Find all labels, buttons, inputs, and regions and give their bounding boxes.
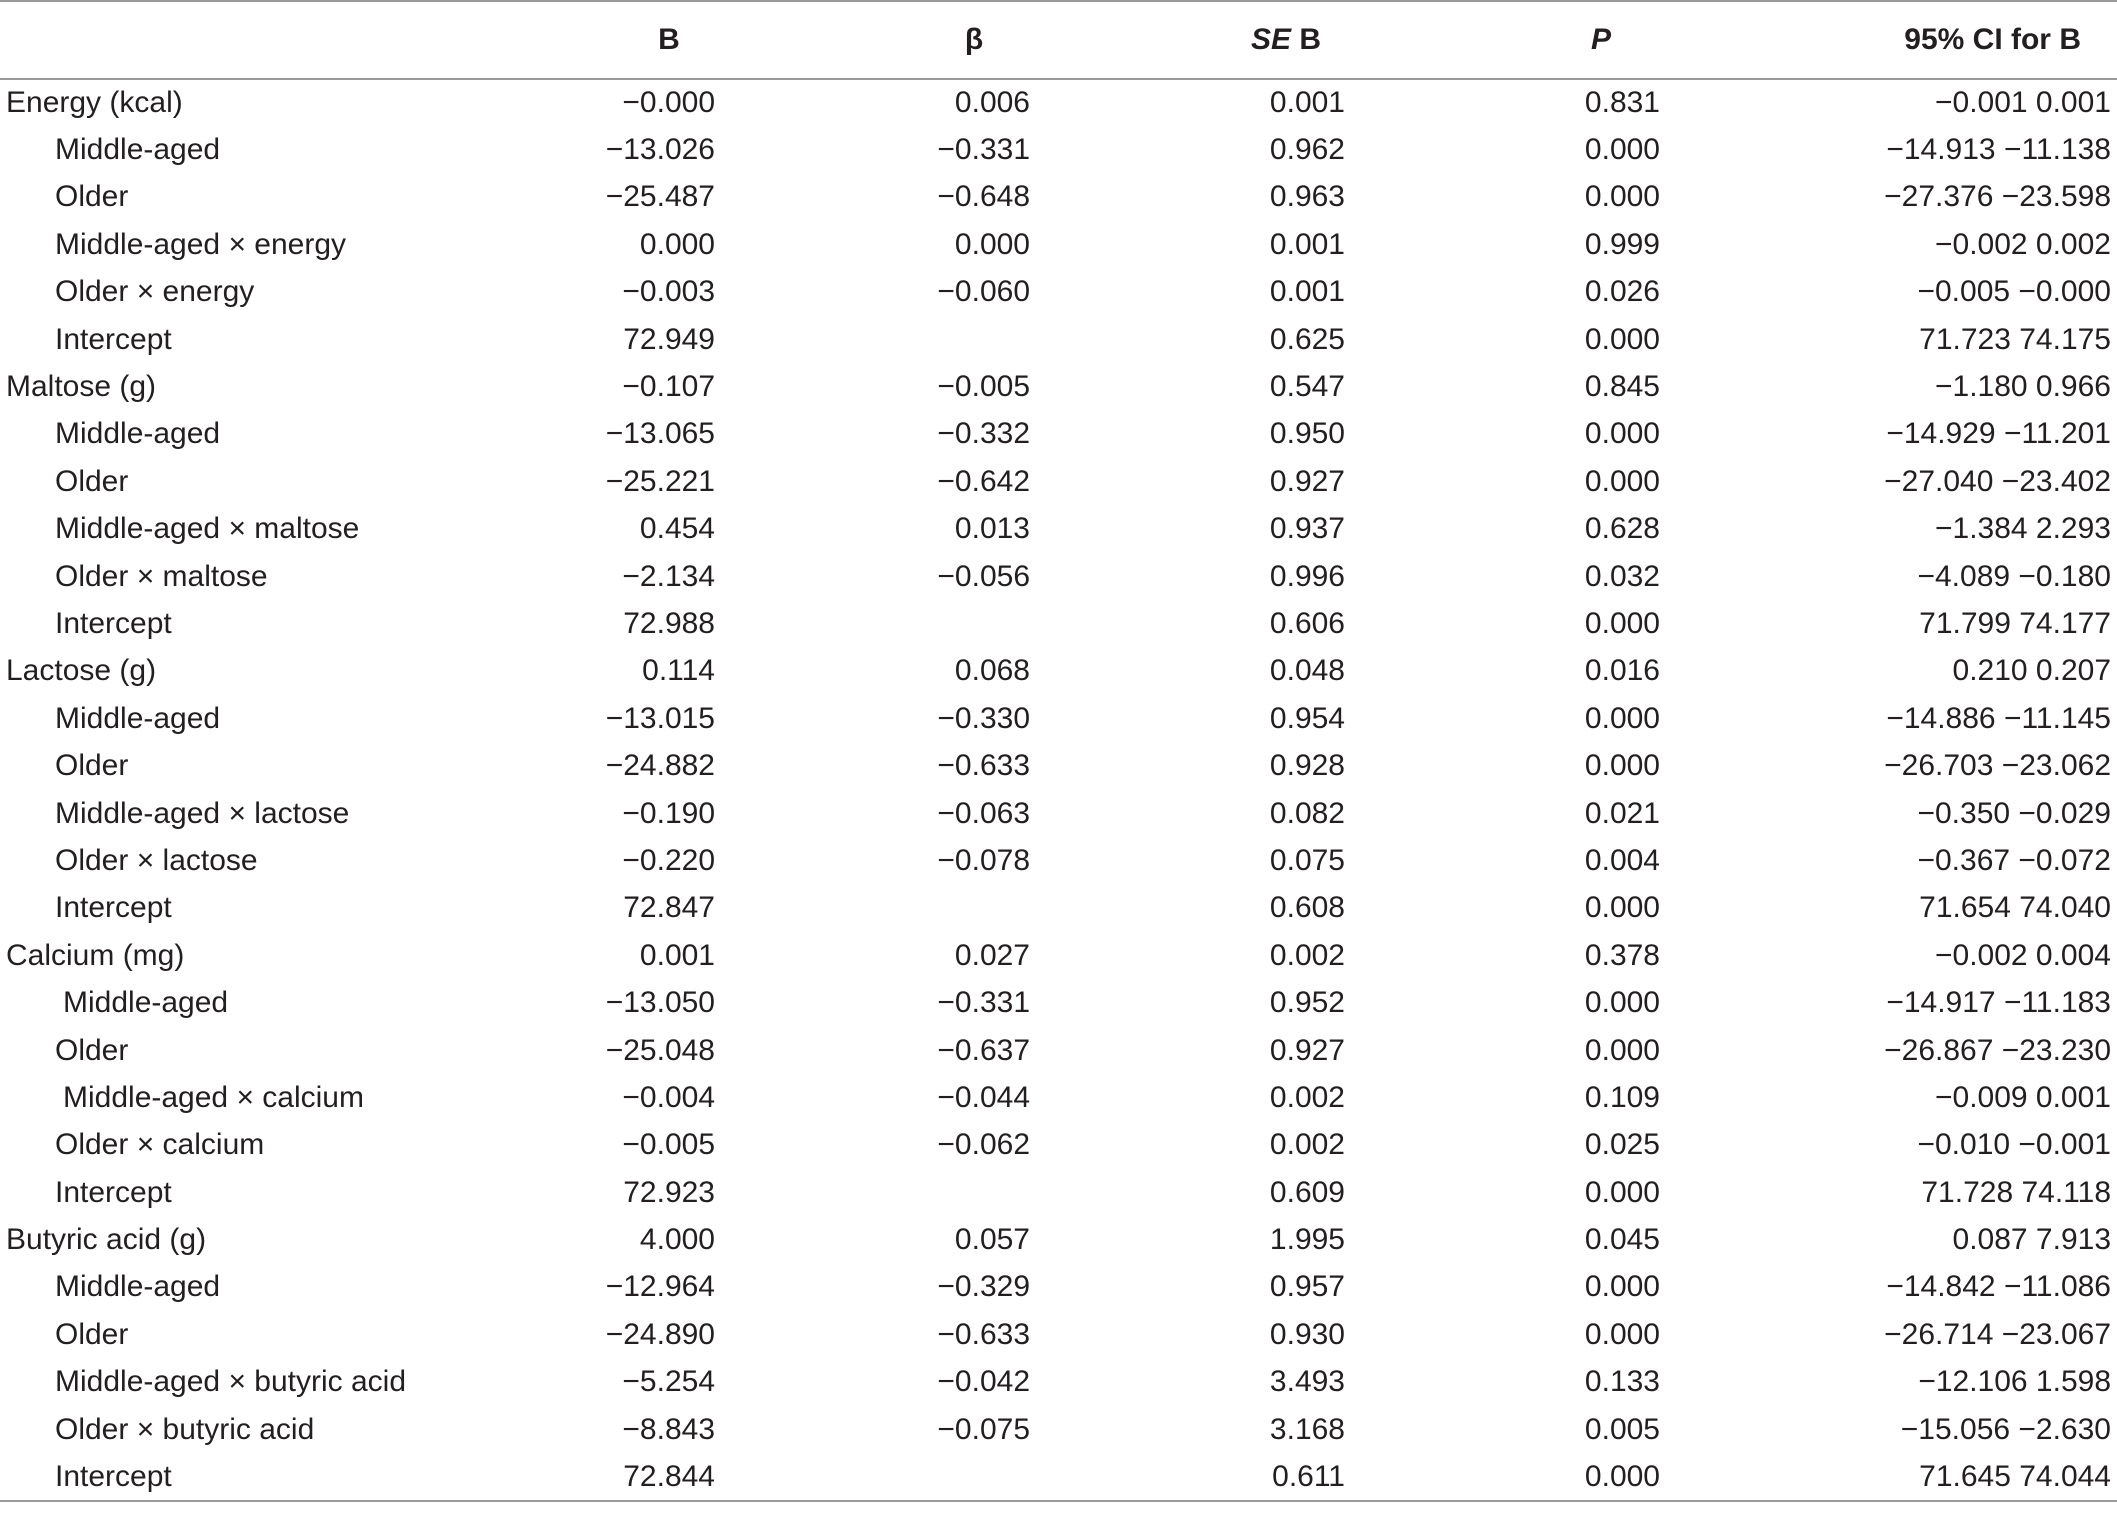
- cell-ci: −26.703 −23.062: [1884, 749, 2111, 783]
- cell-se: 0.609: [1269, 1175, 1345, 1209]
- table-row: [0, 458, 2117, 505]
- cell-beta: −0.332: [937, 417, 1030, 451]
- cell-b: 0.000: [639, 227, 715, 261]
- cell-ci: 71.728 74.118: [1921, 1175, 2111, 1209]
- cell-se: 0.927: [1269, 464, 1345, 498]
- table-row: [0, 411, 2117, 458]
- cell-p: 0.845: [1584, 370, 1660, 404]
- table-row: [0, 126, 2117, 173]
- cell-beta: −0.329: [937, 1270, 1030, 1304]
- cell-beta: −0.056: [937, 559, 1030, 593]
- table-row: [0, 742, 2117, 789]
- cell-label: Intercept: [55, 891, 172, 925]
- table-row: [0, 979, 2117, 1026]
- cell-se: 0.963: [1269, 180, 1345, 214]
- cell-beta: −0.637: [937, 1033, 1030, 1067]
- cell-b: −5.254: [622, 1365, 715, 1399]
- table-row: [0, 885, 2117, 932]
- cell-b: −13.065: [605, 417, 715, 451]
- cell-ci: −0.010 −0.001: [1917, 1128, 2111, 1162]
- cell-p: 0.000: [1584, 1459, 1660, 1493]
- cell-b: −8.843: [622, 1412, 715, 1446]
- cell-beta: −0.642: [937, 464, 1030, 498]
- table-row: [0, 837, 2117, 884]
- header-se-italic: SE: [1250, 23, 1292, 56]
- table-row: [0, 648, 2117, 695]
- header-beta: [715, 1, 1030, 79]
- cell-p: 0.000: [1584, 749, 1660, 783]
- cell-label: Older × calcium: [55, 1128, 265, 1162]
- cell-label: Older: [55, 464, 129, 498]
- cell-label: Intercept: [55, 322, 172, 356]
- cell-label: Middle-aged: [55, 417, 221, 451]
- cell-se: 0.952: [1269, 986, 1345, 1020]
- cell-b: 72.949: [623, 322, 715, 356]
- cell-ci: −27.376 −23.598: [1884, 180, 2111, 214]
- cell-b: −2.134: [622, 559, 715, 593]
- cell-se: 0.608: [1269, 891, 1345, 925]
- cell-p: 0.000: [1584, 1033, 1660, 1067]
- cell-label: Older: [55, 1317, 129, 1351]
- header-ci-text: 95% CI for B: [1904, 23, 2081, 56]
- cell-b: −12.964: [605, 1270, 715, 1304]
- cell-ci: 71.723 74.175: [1919, 322, 2111, 356]
- cell-ci: 71.645 74.044: [1919, 1459, 2111, 1493]
- table-row: [0, 1122, 2117, 1169]
- cell-label: Older × butyric acid: [55, 1412, 315, 1446]
- cell-se: 0.611: [1272, 1459, 1345, 1493]
- cell-p: 0.000: [1584, 1270, 1660, 1304]
- table-row: [0, 316, 2117, 363]
- cell-label: Maltose (g): [6, 370, 157, 404]
- cell-p: 0.000: [1584, 180, 1660, 214]
- cell-p: 0.000: [1584, 1175, 1660, 1209]
- cell-se: 0.002: [1269, 1080, 1345, 1114]
- table-row: [0, 221, 2117, 268]
- cell-p: 0.045: [1584, 1223, 1660, 1257]
- cell-se: 0.075: [1269, 843, 1345, 877]
- table-row: [0, 79, 2117, 126]
- cell-b: −25.487: [605, 180, 715, 214]
- cell-ci: −26.714 −23.067: [1884, 1317, 2111, 1351]
- cell-ci: −0.009 0.001: [1934, 1080, 2111, 1114]
- cell-ci: −0.005 −0.000: [1917, 275, 2111, 309]
- cell-beta: −0.078: [937, 843, 1030, 877]
- cell-label: Middle-aged: [55, 1270, 221, 1304]
- cell-p: 0.378: [1584, 938, 1660, 972]
- cell-label: Lactose (g): [6, 654, 157, 688]
- cell-ci: −14.842 −11.086: [1886, 1270, 2111, 1304]
- cell-p: 0.999: [1584, 227, 1660, 261]
- cell-label: Older × energy: [55, 275, 255, 309]
- cell-label: Middle-aged × energy: [55, 227, 347, 261]
- cell-label: Older: [55, 180, 129, 214]
- cell-ci: 0.210 0.207: [1952, 654, 2111, 688]
- cell-se: 1.995: [1269, 1223, 1345, 1257]
- cell-b: 72.847: [623, 891, 715, 925]
- cell-b: 0.114: [642, 654, 715, 688]
- cell-ci: 71.799 74.177: [1919, 606, 2111, 640]
- cell-b: −24.882: [605, 749, 715, 783]
- cell-beta: −0.044: [937, 1080, 1030, 1114]
- table-row: [0, 1216, 2117, 1263]
- cell-label: Older × maltose: [55, 559, 268, 593]
- table-row: [0, 695, 2117, 742]
- cell-beta: −0.331: [937, 986, 1030, 1020]
- cell-b: 72.844: [623, 1459, 715, 1493]
- cell-se: 0.928: [1269, 749, 1345, 783]
- cell-p: 0.000: [1584, 322, 1660, 356]
- cell-beta: −0.005: [937, 370, 1030, 404]
- cell-beta: [715, 1169, 1030, 1216]
- header-se: [1030, 1, 1345, 79]
- cell-ci: −0.002 0.002: [1934, 227, 2111, 261]
- cell-ci: −0.350 −0.029: [1917, 796, 2111, 830]
- cell-label: Intercept: [55, 1459, 172, 1493]
- cell-p: 0.026: [1584, 275, 1660, 309]
- cell-label: Older: [55, 1033, 129, 1067]
- cell-label: Older × lactose: [55, 843, 258, 877]
- cell-b: −0.107: [622, 370, 715, 404]
- cell-p: 0.000: [1584, 464, 1660, 498]
- cell-label: Intercept: [55, 606, 172, 640]
- cell-se: 0.625: [1269, 322, 1345, 356]
- cell-b: −0.003: [622, 275, 715, 309]
- header-b: [520, 1, 715, 79]
- cell-beta: −0.648: [937, 180, 1030, 214]
- cell-se: 0.001: [1269, 275, 1345, 309]
- table-row: [0, 1074, 2117, 1121]
- cell-ci: −26.867 −23.230: [1884, 1033, 2111, 1067]
- table-row: [0, 1311, 2117, 1358]
- cell-b: 0.001: [639, 938, 715, 972]
- table-row: [0, 600, 2117, 647]
- cell-se: 0.002: [1269, 938, 1345, 972]
- cell-ci: −12.106 1.598: [1918, 1365, 2111, 1399]
- cell-se: 0.606: [1269, 606, 1345, 640]
- cell-label: Middle-aged × butyric acid: [55, 1365, 407, 1399]
- cell-b: 0.454: [639, 512, 715, 546]
- cell-beta: 0.068: [954, 654, 1030, 688]
- cell-b: −13.026: [605, 133, 715, 167]
- cell-b: −13.050: [605, 986, 715, 1020]
- cell-se: 3.493: [1269, 1365, 1345, 1399]
- table-row: [0, 1359, 2117, 1406]
- cell-beta: [715, 316, 1030, 363]
- cell-p: 0.025: [1584, 1128, 1660, 1162]
- cell-se: 0.957: [1269, 1270, 1345, 1304]
- cell-se: 0.937: [1269, 512, 1345, 546]
- cell-p: 0.628: [1584, 512, 1660, 546]
- cell-label: Middle-aged × maltose: [55, 512, 360, 546]
- cell-se: 0.954: [1269, 701, 1345, 735]
- header-b-text: B: [658, 23, 680, 56]
- cell-beta: −0.331: [937, 133, 1030, 167]
- cell-label: Middle-aged: [63, 986, 229, 1020]
- cell-beta: [715, 1453, 1030, 1500]
- cell-p: 0.133: [1584, 1365, 1660, 1399]
- cell-se: 0.927: [1269, 1033, 1345, 1067]
- cell-label: Butyric acid (g): [6, 1223, 207, 1257]
- cell-ci: −14.917 −11.183: [1886, 986, 2111, 1020]
- table-row: [0, 1406, 2117, 1453]
- cell-p: 0.005: [1584, 1412, 1660, 1446]
- cell-p: 0.000: [1584, 891, 1660, 925]
- cell-b: −0.220: [622, 843, 715, 877]
- cell-beta: −0.062: [937, 1128, 1030, 1162]
- cell-ci: −1.384 2.293: [1934, 512, 2111, 546]
- cell-b: 4.000: [639, 1223, 715, 1257]
- table-row: [0, 790, 2117, 837]
- cell-ci: 71.654 74.040: [1919, 891, 2111, 925]
- cell-se: 3.168: [1269, 1412, 1345, 1446]
- cell-ci: 0.087 7.913: [1952, 1223, 2111, 1257]
- cell-ci: −1.180 0.966: [1934, 370, 2111, 404]
- table-row: [0, 174, 2117, 221]
- cell-label: Middle-aged: [55, 701, 221, 735]
- cell-b: −24.890: [605, 1317, 715, 1351]
- cell-beta: [715, 600, 1030, 647]
- cell-p: 0.032: [1584, 559, 1660, 593]
- cell-se: 0.082: [1269, 796, 1345, 830]
- cell-beta: 0.027: [954, 938, 1030, 972]
- cell-p: 0.831: [1584, 86, 1660, 120]
- cell-beta: 0.000: [954, 227, 1030, 261]
- cell-ci: −4.089 −0.180: [1917, 559, 2111, 593]
- header-ci: [1660, 1, 2117, 79]
- cell-b: 72.923: [623, 1175, 715, 1209]
- cell-b: −0.190: [622, 796, 715, 830]
- cell-beta: −0.075: [937, 1412, 1030, 1446]
- cell-label: Middle-aged × lactose: [55, 796, 350, 830]
- cell-se: 0.001: [1269, 227, 1345, 261]
- cell-beta: −0.060: [937, 275, 1030, 309]
- cell-beta: −0.633: [937, 1317, 1030, 1351]
- cell-label: Middle-aged × calcium: [63, 1080, 364, 1114]
- cell-se: 0.002: [1269, 1128, 1345, 1162]
- cell-b: −13.015: [605, 701, 715, 735]
- cell-b: −0.000: [622, 86, 715, 120]
- table-row: [0, 506, 2117, 553]
- cell-label: Energy (kcal): [6, 86, 183, 120]
- header-se-rest: B: [1291, 23, 1322, 56]
- cell-beta: 0.006: [954, 86, 1030, 120]
- cell-ci: −0.002 0.004: [1934, 938, 2111, 972]
- cell-p: 0.000: [1584, 986, 1660, 1020]
- cell-ci: −15.056 −2.630: [1900, 1412, 2111, 1446]
- cell-label: Calcium (mg): [6, 938, 185, 972]
- cell-beta: [715, 885, 1030, 932]
- cell-se: 0.001: [1269, 86, 1345, 120]
- cell-ci: −14.913 −11.138: [1886, 133, 2111, 167]
- table-header: [0, 1, 2117, 79]
- cell-ci: −0.367 −0.072: [1917, 843, 2111, 877]
- cell-p: 0.000: [1584, 701, 1660, 735]
- header-label: [0, 1, 520, 79]
- table-row: [0, 1264, 2117, 1311]
- header-beta-text: β: [964, 23, 984, 56]
- table-row: [0, 363, 2117, 410]
- cell-label: Middle-aged: [55, 133, 221, 167]
- cell-b: −0.005: [622, 1128, 715, 1162]
- cell-ci: −0.001 0.001: [1934, 86, 2111, 120]
- cell-beta: −0.063: [937, 796, 1030, 830]
- table-row: [0, 1027, 2117, 1074]
- cell-b: −0.004: [622, 1080, 715, 1114]
- cell-p: 0.004: [1584, 843, 1660, 877]
- header-row: [0, 1, 2117, 79]
- cell-beta: 0.057: [954, 1223, 1030, 1257]
- header-se-text: [1231, 23, 1341, 57]
- cell-p: 0.000: [1584, 1317, 1660, 1351]
- table-row: [0, 932, 2117, 979]
- cell-p: 0.021: [1584, 796, 1660, 830]
- cell-ci: −14.929 −11.201: [1886, 417, 2111, 451]
- cell-label: Intercept: [55, 1175, 172, 1209]
- cell-beta: −0.330: [937, 701, 1030, 735]
- cell-b: −25.221: [605, 464, 715, 498]
- cell-se: 0.547: [1269, 370, 1345, 404]
- table-row: [0, 553, 2117, 600]
- cell-ci: −14.886 −11.145: [1886, 701, 2111, 735]
- table-body: [0, 79, 2117, 1501]
- cell-beta: −0.042: [937, 1365, 1030, 1399]
- cell-b: 72.988: [623, 606, 715, 640]
- cell-se: 0.962: [1269, 133, 1345, 167]
- cell-beta: −0.633: [937, 749, 1030, 783]
- cell-ci: −27.040 −23.402: [1884, 464, 2111, 498]
- cell-b: −25.048: [605, 1033, 715, 1067]
- table-row: [0, 269, 2117, 316]
- cell-se: 0.996: [1269, 559, 1345, 593]
- cell-p: 0.109: [1584, 1080, 1660, 1114]
- cell-se: 0.048: [1269, 654, 1345, 688]
- header-p: [1345, 1, 1660, 79]
- cell-p: 0.000: [1584, 417, 1660, 451]
- header-p-text: P: [1590, 23, 1611, 56]
- cell-se: 0.950: [1269, 417, 1345, 451]
- cell-beta: 0.013: [954, 512, 1030, 546]
- cell-se: 0.930: [1269, 1317, 1345, 1351]
- table-row: [0, 1453, 2117, 1500]
- cell-p: 0.016: [1584, 654, 1660, 688]
- cell-label: Older: [55, 749, 129, 783]
- cell-p: 0.000: [1584, 606, 1660, 640]
- table-row: [0, 1169, 2117, 1216]
- cell-p: 0.000: [1584, 133, 1660, 167]
